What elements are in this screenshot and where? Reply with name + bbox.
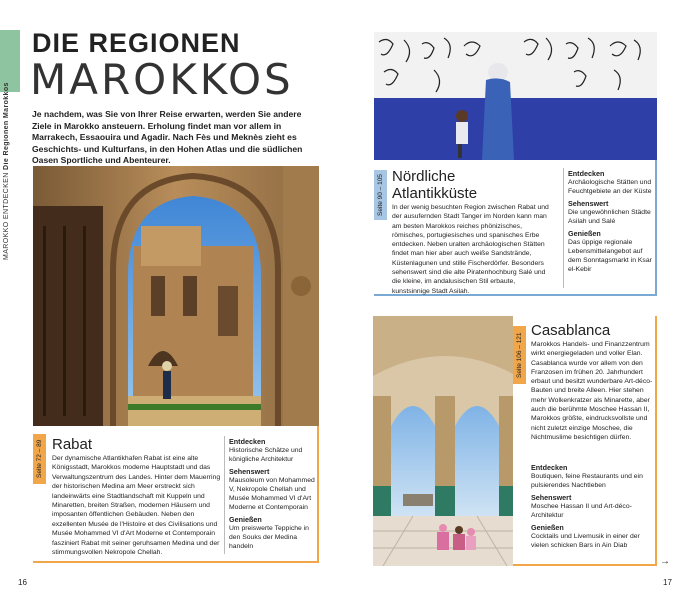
chellah-gate-illustration <box>33 166 319 428</box>
mosque-arches-illustration <box>373 316 517 566</box>
north-coast-title: Nördliche Atlantikküste <box>392 168 478 202</box>
rabat-page-ref: Seite 72 – 89 <box>36 439 43 479</box>
north-sehenswert-text: Die ungewöhnlichen Städte Asilah und Salé <box>568 209 651 225</box>
north-entdecken-heading: Entdecken <box>568 169 605 178</box>
page-title-line1: DIE REGIONEN <box>32 28 241 58</box>
page-number-left: 16 <box>18 578 27 587</box>
rabat-divider <box>224 436 225 554</box>
casa-page-ref: Seite 106 – 121 <box>516 332 523 378</box>
casa-geniessen-text: Cocktails und Livemusik in einer der vielen schicken Bars in Ain Diab <box>531 533 640 549</box>
casa-sehenswert-heading: Sehenswert <box>531 493 572 502</box>
rabat-sehenswert-heading: Sehenswert <box>229 467 270 476</box>
casa-geniessen-heading: Genießen <box>531 523 564 532</box>
rabat-geniessen-text: Um preiswerte Teppiche in den Souks der Medina handeln <box>229 525 309 550</box>
rabat-geniessen-heading: Genießen <box>229 515 262 524</box>
rabat-photo <box>33 166 319 428</box>
side-running-head <box>3 82 17 260</box>
north-sidebar <box>568 166 655 274</box>
rabat-page-ref-tab[interactable] <box>33 434 46 484</box>
rabat-entdecken-heading: Entdecken <box>229 437 266 446</box>
casa-entdecken-text: Boutiquen, feine Restaurants und ein pulsierendes Nachtleben <box>531 473 643 489</box>
north-sehenswert-heading: Sehenswert <box>568 199 609 208</box>
casablanca-body: Marokkos Handels- und Finanzzentrum wirkt energiegeladen und voller Elan. Casablanca wurde vor allem von den Franzosen im frühen 20. Jahrhundert erbaut und besitzt wunderbare Art-déco-Bauten und breite Alleen. Hier stehen mehr Wolkenkratzer als Minarette, aber auch die berühmte Moschee Hassan II, Marokkos größte, eindrucksvollste und nicht zuletzt einzige Moschee, die Nichtmuslime besichtigen dürfen. <box>531 341 653 441</box>
next-page-arrow-icon[interactable]: → <box>660 556 670 567</box>
casa-sidebar <box>531 460 653 550</box>
north-divider <box>563 168 564 288</box>
rabat-sehenswert-text: Mausoleum von Mohammed V, Nekropole Chellah und Musée Mohammed VI d'Art Moderne et Contemporain <box>229 477 315 511</box>
north-page-ref: Seite 90 – 105 <box>377 174 384 216</box>
north-geniessen-text: Das üppige regionale Lebensmittelangebot auf dem Sonntagsmarkt in Ksar el-Kebir <box>568 239 652 273</box>
north-entdecken-text: Archäologische Stätten und Feuchtgebiete an der Küste <box>568 179 652 195</box>
page-title-line2: MAROKKOS <box>30 55 294 104</box>
hassan-ii-mosque-photo <box>373 316 517 566</box>
running-head-prefix: MAROKKO ENTDECKEN <box>3 172 10 260</box>
rabat-body: Der dynamische Atlantikhafen Rabat ist eine alte Königsstadt, Marokkos moderne Hauptstadt und das Verwaltungszentrum des Landes. Hinter dem Mauerring der historischen Medina am Meer erstreckt sich landeinwärts eine Stadtlandschaft mit Kuppeln und Minaretten, breiten Straßen, modernen Häusern und imposanten öffentlichen Gebäuden. Neben den exzellenten Musée de l'Histoire et des Civilisations und Musée Mohammed VI d'Art Moderne et Contemporain fasziniert Rabat mit seiner geruhsamen Medina und der stimmungsvollen Nekropole Chellah. <box>52 455 221 557</box>
casablanca-title: Casablanca <box>531 322 611 339</box>
casa-sehenswert-text: Moschee Hassan II und Art-déco-Architektur <box>531 503 632 519</box>
casa-entdecken-heading: Entdecken <box>531 463 568 472</box>
north-geniessen-heading: Genießen <box>568 229 601 238</box>
asilah-wall-illustration <box>374 32 657 160</box>
intro-paragraph: Je nachdem, was Sie von Ihrer Reise erwarten, werden Sie andere Ziele in Marokko ansteuern. Erholung findet man vor allem in Marrakech, Essaouira und Agadir. Nach Fès und Meknès zieht es Geschichts- und Kulturfans, in den Hohen Atlas und die südlichen Oasen Sportliche und Abenteurer. <box>32 109 303 165</box>
asilah-wall-photo <box>374 32 657 160</box>
casa-page-ref-tab[interactable] <box>513 326 526 384</box>
rabat-entdecken-text: Historische Schätze und königliche Architektur <box>229 447 303 463</box>
north-page-ref-tab[interactable] <box>374 170 387 220</box>
page-number-right: 17 <box>663 578 672 587</box>
rabat-title: Rabat <box>52 436 93 453</box>
rabat-sidebar <box>229 434 317 551</box>
running-head-title: Die Regionen Marokkos <box>3 82 10 170</box>
north-coast-body: In der wenig besuchten Region zwischen Rabat und der ausufernden Stadt Tanger im Norden kann man am besten Marokkos reiches phönizisches, römisches, portugiesisches und spanisches Erbe entdecken. Neben uralten archäologischen Stätten findet man hier aber auch weiße Sandstrände, Küstenlagunen und stille Fischerdörfer. Besonders sehenswert sind die alte Piratenhochburg Salé und die kleine, im andalusischen Stil erbaute, kunstsinnige Stadt Asilah. <box>392 204 549 295</box>
